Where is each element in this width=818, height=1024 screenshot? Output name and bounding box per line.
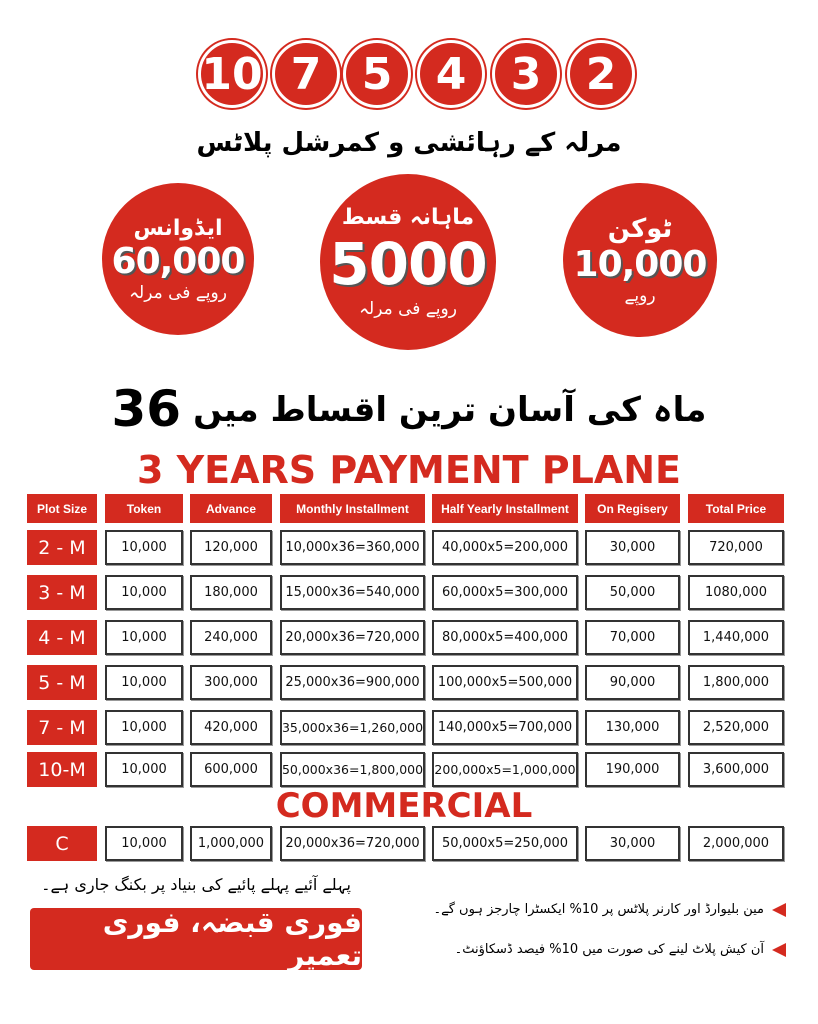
plot-size-cell: C (27, 826, 97, 861)
advance-title: ایڈوانس (133, 215, 223, 241)
table-cell: 70,000 (585, 620, 680, 655)
advance-sub: روپے فی مرلہ (129, 282, 227, 303)
table-cell: 420,000 (190, 710, 272, 745)
booking-note: پہلے آئیے پہلے پائیے کی بنیاد پر بکنگ جاری ہے۔ (41, 875, 351, 894)
table-cell: 50,000x36=1,800,000 (280, 752, 425, 787)
table-cell: 180,000 (190, 575, 272, 610)
table-cell: 50,000x5=250,000 (432, 826, 578, 861)
table-cell: 10,000 (105, 575, 183, 610)
monthly-title: ماہانہ قسط (341, 205, 475, 230)
size-circle: 3 (492, 40, 560, 108)
table-cell: 10,000 (105, 710, 183, 745)
plot-size-cell: 5 - M (27, 665, 97, 700)
table-cell: 10,000 (105, 530, 183, 565)
size-circle: 5 (343, 40, 411, 108)
token-title: ٹوکن (607, 214, 673, 244)
installments-text: ماہ کی آسان ترین اقساط میں (193, 389, 707, 430)
table-cell: 190,000 (585, 752, 680, 787)
size-circle: 4 (417, 40, 485, 108)
plot-size-cell: 10-M (27, 752, 97, 787)
installments-heading (0, 380, 818, 438)
monthly-circle (320, 174, 496, 350)
monthly-sub: روپے فی مرلہ (359, 299, 457, 319)
plot-size-cell: 3 - M (27, 575, 97, 610)
table-cell: 35,000x36=1,260,000 (280, 710, 425, 745)
plot-size-cell: 2 - M (27, 530, 97, 565)
table-cell: 20,000x36=720,000 (280, 826, 425, 861)
table-cell: 15,000x36=540,000 (280, 575, 425, 610)
table-cell: 90,000 (585, 665, 680, 700)
note-item (378, 902, 786, 918)
size-circle: 10 (198, 40, 266, 108)
column-header: Monthly Installment (280, 494, 425, 523)
arrow-icon (772, 943, 786, 957)
advance-circle (102, 183, 254, 335)
size-circle: 7 (272, 40, 340, 108)
plan-title: 3 YEARS PAYMENT PLANE (136, 448, 682, 492)
note-item (378, 942, 786, 958)
table-cell: 1,000,000 (190, 826, 272, 861)
table-cell: 1,800,000 (688, 665, 784, 700)
column-header: Half Yearly Installment (432, 494, 578, 523)
advance-value: 60,000 (111, 240, 245, 282)
table-cell: 1080,000 (688, 575, 784, 610)
table-cell: 10,000x36=360,000 (280, 530, 425, 565)
table-cell: 130,000 (585, 710, 680, 745)
table-cell: 40,000x5=200,000 (432, 530, 578, 565)
table-cell: 10,000 (105, 665, 183, 700)
token-sub: روپے (624, 286, 656, 306)
table-cell: 2,520,000 (688, 710, 784, 745)
table-cell: 200,000x5=1,000,000 (432, 752, 578, 787)
possession-banner: فوری قبضہ، فوری تعمیر (30, 908, 362, 970)
monthly-value: 5000 (329, 230, 487, 298)
token-value: 10,000 (573, 244, 707, 285)
table-cell: 10,000 (105, 752, 183, 787)
token-circle (563, 183, 717, 337)
commercial-title: COMMERCIAL (275, 786, 533, 826)
note-text: مین بلیوارڈ اور کارنر پلاٹس پر 10% ایکسٹرا چارجز ہوں گے۔ (433, 902, 764, 917)
table-cell: 720,000 (688, 530, 784, 565)
table-cell: 10,000 (105, 620, 183, 655)
table-cell: 20,000x36=720,000 (280, 620, 425, 655)
column-header: On Regisery (585, 494, 680, 523)
table-cell: 10,000 (105, 826, 183, 861)
table-cell: 1,440,000 (688, 620, 784, 655)
table-cell: 300,000 (190, 665, 272, 700)
table-cell: 25,000x36=900,000 (280, 665, 425, 700)
column-header: Advance (190, 494, 272, 523)
size-circle: 2 (567, 40, 635, 108)
table-cell: 140,000x5=700,000 (432, 710, 578, 745)
column-header: Total Price (688, 494, 784, 523)
note-text: آن کیش پلاٹ لینے کی صورت میں 10% فیصد ڈسکاؤنٹ۔ (454, 942, 764, 957)
table-cell: 60,000x5=300,000 (432, 575, 578, 610)
table-cell: 30,000 (585, 826, 680, 861)
table-cell: 2,000,000 (688, 826, 784, 861)
arrow-icon (772, 903, 786, 917)
table-cell: 240,000 (190, 620, 272, 655)
table-cell: 3,600,000 (688, 752, 784, 787)
table-cell: 120,000 (190, 530, 272, 565)
table-cell: 30,000 (585, 530, 680, 565)
table-cell: 80,000x5=400,000 (432, 620, 578, 655)
table-cell: 50,000 (585, 575, 680, 610)
column-header: Token (105, 494, 183, 523)
table-cell: 100,000x5=500,000 (432, 665, 578, 700)
installments-number: 36 (111, 380, 182, 438)
subtitle: مرلہ کے رہائشی و کمرشل پلاٹس (196, 128, 622, 158)
plot-size-cell: 7 - M (27, 710, 97, 745)
plot-size-cell: 4 - M (27, 620, 97, 655)
table-cell: 600,000 (190, 752, 272, 787)
column-header: Plot Size (27, 494, 97, 523)
